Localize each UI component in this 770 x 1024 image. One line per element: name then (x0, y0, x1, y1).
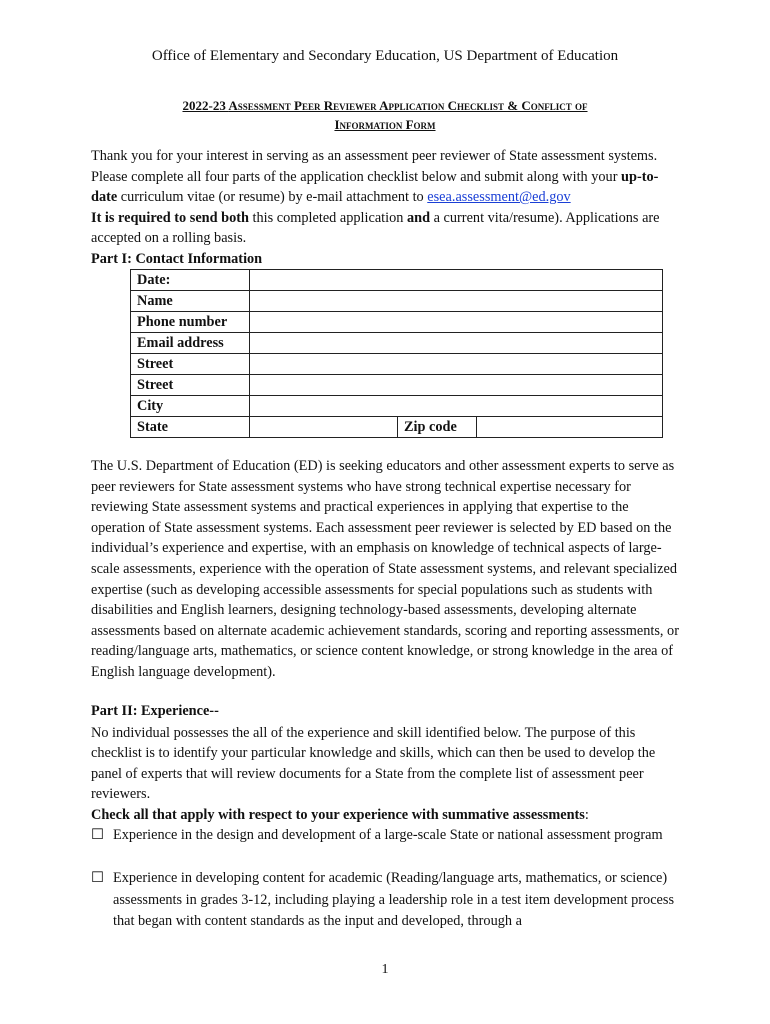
checklist-item (91, 825, 691, 868)
table-row (131, 375, 663, 396)
intro-text-1: Thank you for your interest in serving as an assessment peer reviewer of State assessment systems. Please complete all four parts of the application checklist below and submit along with your (91, 148, 658, 185)
title-line-2: Information Form (334, 117, 436, 132)
checklist-item-text: Experience in developing content for academic (Reading/language arts, mathematics, or science) assessments in grades 3-12, including playing a leadership role in a test item development process that began with content standards as the input and developed, through a (113, 870, 675, 929)
name-field[interactable] (250, 291, 663, 312)
contact-info-table (130, 269, 663, 438)
street2-label: Street (131, 375, 250, 396)
title-year: 2022-23 (182, 98, 229, 113)
intro-bold-uptodate: up-to-date (91, 168, 659, 206)
intro-bold-required: It is required to send both (91, 209, 249, 226)
city-label: City (131, 396, 250, 417)
date-label: Date: (131, 270, 250, 291)
table-row (131, 291, 663, 312)
title-line-1: Assessment Peer Reviewer Application Checklist & Conflict of (228, 98, 588, 113)
name-label: Name (131, 291, 250, 312)
zip-label: Zip code (398, 417, 477, 438)
table-row (131, 417, 663, 438)
city-field[interactable] (250, 396, 663, 417)
check-heading: Check all that apply with respect to your experience with summative assessments (91, 806, 585, 823)
phone-label: Phone number (131, 312, 250, 333)
table-row (131, 312, 663, 333)
street-field[interactable] (250, 354, 663, 375)
intro-bold-and: and (407, 209, 431, 226)
street2-field[interactable] (250, 375, 663, 396)
intro-paragraph (91, 146, 681, 249)
checklist-item (91, 868, 691, 934)
intro-text-2: curriculum vitae (or resume) by e-mail attachment to (117, 189, 428, 206)
part2-text: No individual possesses the all of the experience and skill identified below. The purpose of this checklist is to identify your particular knowledge and skills, which can then be used to develop the panel of experts that will review documents for a State from the complete list of assessment peer reviewers. (91, 724, 656, 803)
street-label: Street (131, 354, 250, 375)
intro-text-4: a current vita/resume). Applications are accepted on a rolling basis. (91, 209, 660, 247)
email-link[interactable]: esea.assessment@ed.gov (427, 189, 571, 206)
body-paragraph: The U.S. Department of Education (ED) is seeking educators and other assessment experts to serve as peer reviewers for State assessment systems who have strong technical expertise necessary for reviewing State assessment systems and practical experiences in applying that expertise to the operation of State assessment systems. Each assessment peer reviewer is selected by ED based on the individual’s experience and expertise, with an emphasis on knowledge of technical aspects of large-scale assessments, experience with the operation of State assessment systems, and relevant specialized expertise (such as developing accessible assessments for special populations such as students with disabilities and English learners, designing technology-based assessments, developing alternate assessments based on alternate academic achievement standards, scoring and reporting assessments, or reading/language arts, mathematics, or science content knowledge, or strong knowledge in the area of English language development). (91, 458, 679, 680)
part2-section (91, 701, 681, 826)
form-title (110, 96, 660, 134)
check-heading-row (91, 805, 681, 826)
table-row (131, 396, 663, 417)
page-number: 1 (381, 962, 389, 977)
checkbox-icon[interactable]: ☐ (91, 870, 104, 886)
checklist-item-text: Experience in the design and development of a large-scale State or national assessment program (113, 827, 663, 843)
table-row (131, 270, 663, 291)
state-label: State (131, 417, 250, 438)
part1-heading: Part I: Contact Information (91, 251, 263, 267)
phone-field[interactable] (250, 312, 663, 333)
date-field[interactable] (250, 270, 663, 291)
page-header: Office of Elementary and Secondary Education, US Department of Education (151, 48, 619, 64)
email-field[interactable] (250, 333, 663, 354)
table-row (131, 354, 663, 375)
zip-field[interactable] (477, 417, 663, 438)
email-label: Email address (131, 333, 250, 354)
check-heading-colon: : (584, 806, 589, 823)
state-field[interactable] (250, 417, 398, 438)
intro-text-3: this completed application (248, 209, 407, 226)
table-row (131, 333, 663, 354)
part2-heading: Part II: Experience-- (91, 703, 219, 719)
checkbox-icon[interactable]: ☐ (91, 827, 104, 843)
